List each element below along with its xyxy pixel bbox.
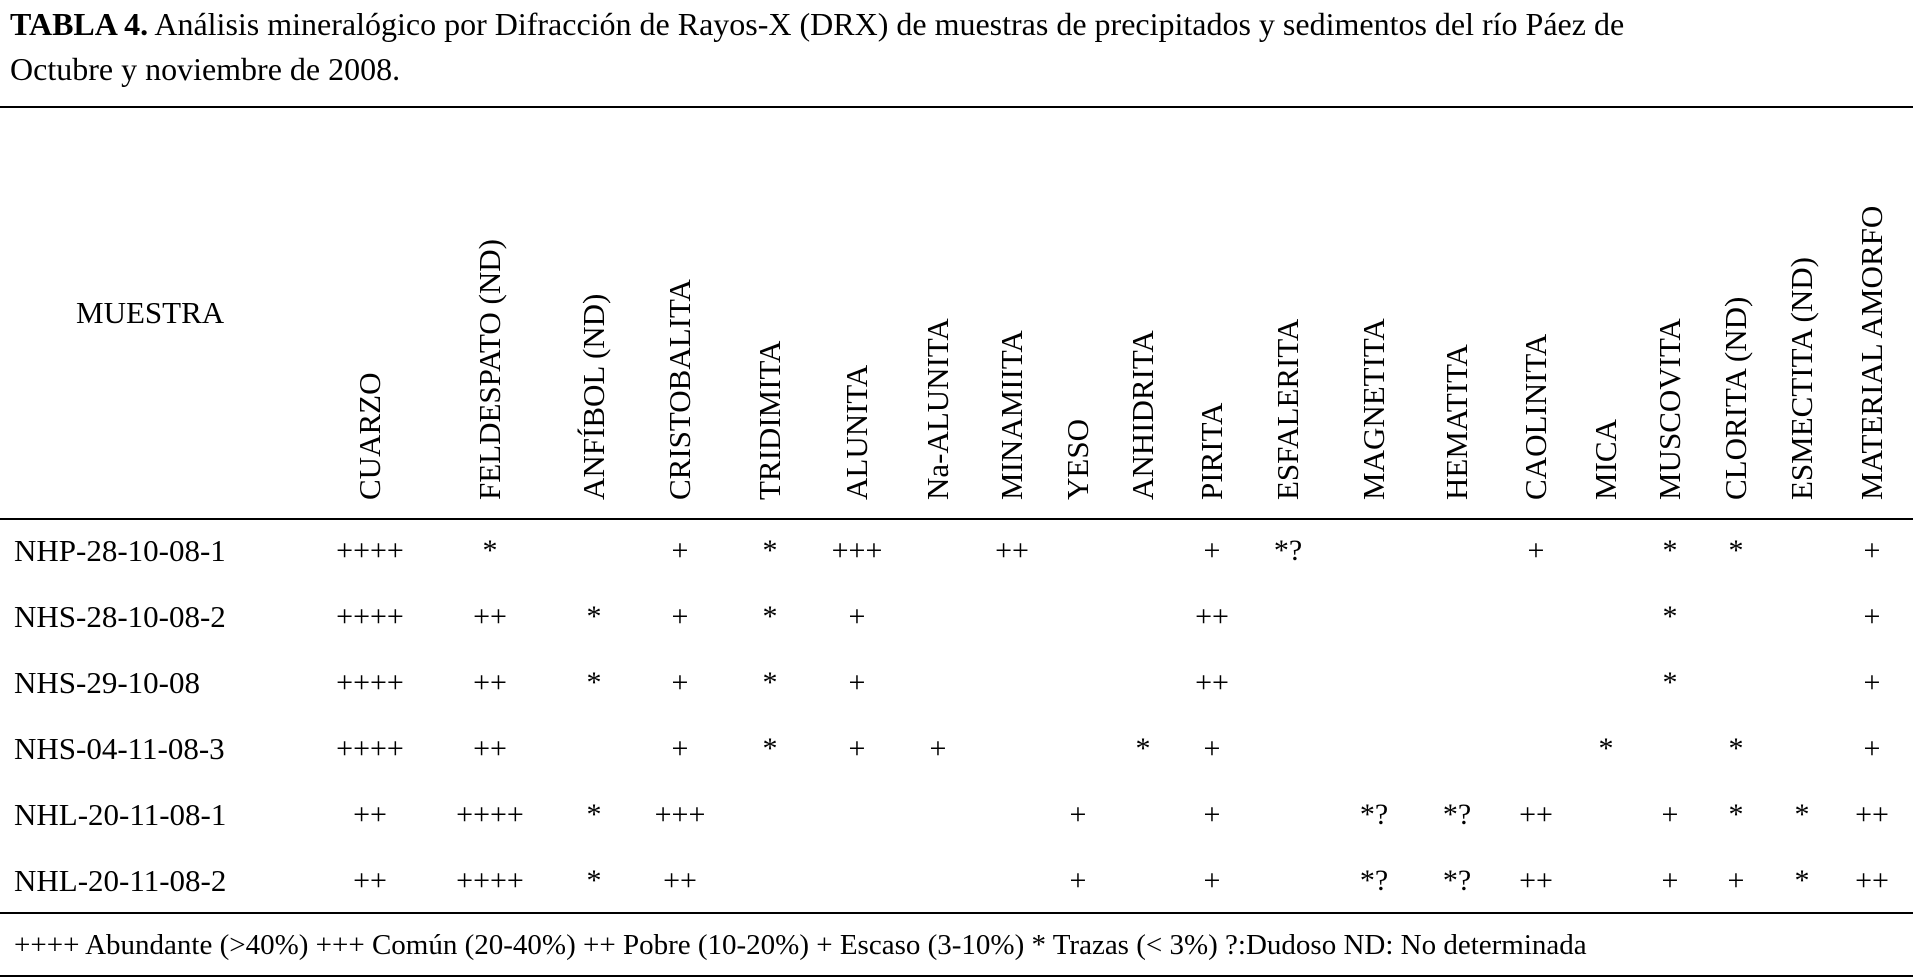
row-sample-id: NHL-20-11-08-1 xyxy=(14,797,227,832)
table-cell: * xyxy=(586,600,602,633)
table-cell: + xyxy=(1661,864,1679,897)
table-cell: * xyxy=(1135,732,1151,765)
table-cell: + xyxy=(671,534,689,567)
column-header-label: ANHIDRITA xyxy=(1125,330,1160,500)
table-cell: ++++ xyxy=(456,798,524,831)
table-cell: ++ xyxy=(995,534,1029,567)
row-sample-id: NHS-28-10-08-2 xyxy=(14,599,226,634)
column-header-label: CUARZO xyxy=(352,372,387,500)
table-cell: + xyxy=(1203,732,1221,765)
column-header-label: MUSCOVITA xyxy=(1652,318,1687,500)
table-cell: * xyxy=(586,798,602,831)
column-header-label: ANFÍBOL (ND) xyxy=(576,293,611,500)
table-cell: + xyxy=(1863,534,1881,567)
header-rule xyxy=(0,518,1913,520)
column-header-label: Na-ALUNITA xyxy=(920,318,955,500)
table-cell: + xyxy=(1661,798,1679,831)
table-cell: + xyxy=(1203,864,1221,897)
table-cell: + xyxy=(1069,864,1087,897)
table-cell: + xyxy=(1527,534,1545,567)
table-cell: * xyxy=(762,666,778,699)
table-cell: * xyxy=(1794,798,1810,831)
table-cell: * xyxy=(1662,534,1678,567)
column-header-label: FELDESPATO (ND) xyxy=(472,239,507,500)
column-header-label: YESO xyxy=(1060,419,1095,500)
column-header-label: ALUNITA xyxy=(839,364,874,500)
row-sample-id: NHS-29-10-08 xyxy=(14,665,200,700)
table-cell: ++ xyxy=(473,666,507,699)
body-rule xyxy=(0,912,1913,914)
row-sample-id: NHS-04-11-08-3 xyxy=(14,731,225,766)
column-header-label: PIRITA xyxy=(1194,402,1229,500)
sample-column-header: MUESTRA xyxy=(76,295,225,330)
table-cell: + xyxy=(929,732,947,765)
table-cell: ++ xyxy=(1855,864,1889,897)
column-header-label: ESFALERITA xyxy=(1270,318,1305,500)
column-header-label: MATERIAL AMORFO xyxy=(1854,205,1889,500)
table-cell: * xyxy=(1794,864,1810,897)
table-cell: ++++ xyxy=(336,732,404,765)
table-cell: + xyxy=(1203,534,1221,567)
table-cell: * xyxy=(1662,600,1678,633)
table-cell: * xyxy=(1662,666,1678,699)
table-cell: + xyxy=(848,666,866,699)
table-cell: * xyxy=(1728,534,1744,567)
table-cell: * xyxy=(586,666,602,699)
table-cell: + xyxy=(848,600,866,633)
table-cell: + xyxy=(1727,864,1745,897)
table-cell: ++ xyxy=(1519,798,1553,831)
column-header-label: MINAMIITA xyxy=(994,330,1029,500)
table-cell: + xyxy=(1863,732,1881,765)
table-cell: ++ xyxy=(663,864,697,897)
top-rule xyxy=(0,106,1913,108)
table-cell: *? xyxy=(1273,534,1303,567)
caption-text: Análisis mineralógico por Difracción de Rayos-X (DRX) de muestras de precipitados y sedimentos del río Páez de xyxy=(148,6,1625,42)
table-caption xyxy=(10,2,1905,92)
table-cell: ++ xyxy=(1195,666,1229,699)
table-cell: ++ xyxy=(1195,600,1229,633)
table-cell: * xyxy=(1728,732,1744,765)
column-header-label: MAGNETITA xyxy=(1356,318,1391,500)
table-cell: * xyxy=(762,534,778,567)
table-cell: * xyxy=(586,864,602,897)
row-sample-id: NHP-28-10-08-1 xyxy=(14,533,226,568)
table-cell: *? xyxy=(1442,798,1472,831)
table-cell: ++ xyxy=(473,732,507,765)
row-sample-id: NHL-20-11-08-2 xyxy=(14,863,227,898)
table-cell: + xyxy=(1069,798,1087,831)
table-cell: ++ xyxy=(1519,864,1553,897)
table-cell: ++++ xyxy=(336,534,404,567)
table-cell: + xyxy=(671,732,689,765)
table-cell: *? xyxy=(1442,864,1472,897)
table-cell: * xyxy=(762,732,778,765)
column-header-label: MICA xyxy=(1588,419,1623,500)
table-cell: +++ xyxy=(831,534,883,567)
table-cell: ++ xyxy=(353,798,387,831)
table-cell: ++++ xyxy=(456,864,524,897)
table-cell: + xyxy=(671,600,689,633)
table-cell: + xyxy=(1863,600,1881,633)
column-header-label: CLORITA (ND) xyxy=(1718,296,1753,500)
table-cell: ++ xyxy=(1855,798,1889,831)
table-cell: * xyxy=(762,600,778,633)
table-cell: + xyxy=(671,666,689,699)
table-cell: + xyxy=(1863,666,1881,699)
table-cell: ++++ xyxy=(336,600,404,633)
column-header-label: CAOLINITA xyxy=(1518,333,1553,500)
table-cell: ++ xyxy=(353,864,387,897)
column-header-label: HEMATITA xyxy=(1439,344,1474,500)
table-cell: ++++ xyxy=(336,666,404,699)
table-cell: * xyxy=(1728,798,1744,831)
table-legend: ++++ Abundante (>40%) +++ Común (20-40%) ++ Pobre (10-20%) + Escaso (3-10%) * Trazas (< 3%) ?:Dudoso ND: No determinada xyxy=(14,929,1587,961)
table-cell: + xyxy=(1203,798,1221,831)
table-cell: +++ xyxy=(654,798,706,831)
column-header-label: CRISTOBALITA xyxy=(662,279,697,500)
column-header-label: TRIDIMITA xyxy=(752,340,787,500)
table-cell: ++ xyxy=(473,600,507,633)
table-cell: * xyxy=(482,534,498,567)
caption-label: TABLA 4. xyxy=(10,6,149,42)
table-cell: *? xyxy=(1359,864,1389,897)
table-cell: * xyxy=(1598,732,1614,765)
table-cell: *? xyxy=(1359,798,1389,831)
caption-line2: Octubre y noviembre de 2008. xyxy=(10,51,401,87)
table-cell: + xyxy=(848,732,866,765)
column-header-label: ESMECTITA (ND) xyxy=(1784,257,1819,500)
bottom-rule xyxy=(0,975,1913,977)
